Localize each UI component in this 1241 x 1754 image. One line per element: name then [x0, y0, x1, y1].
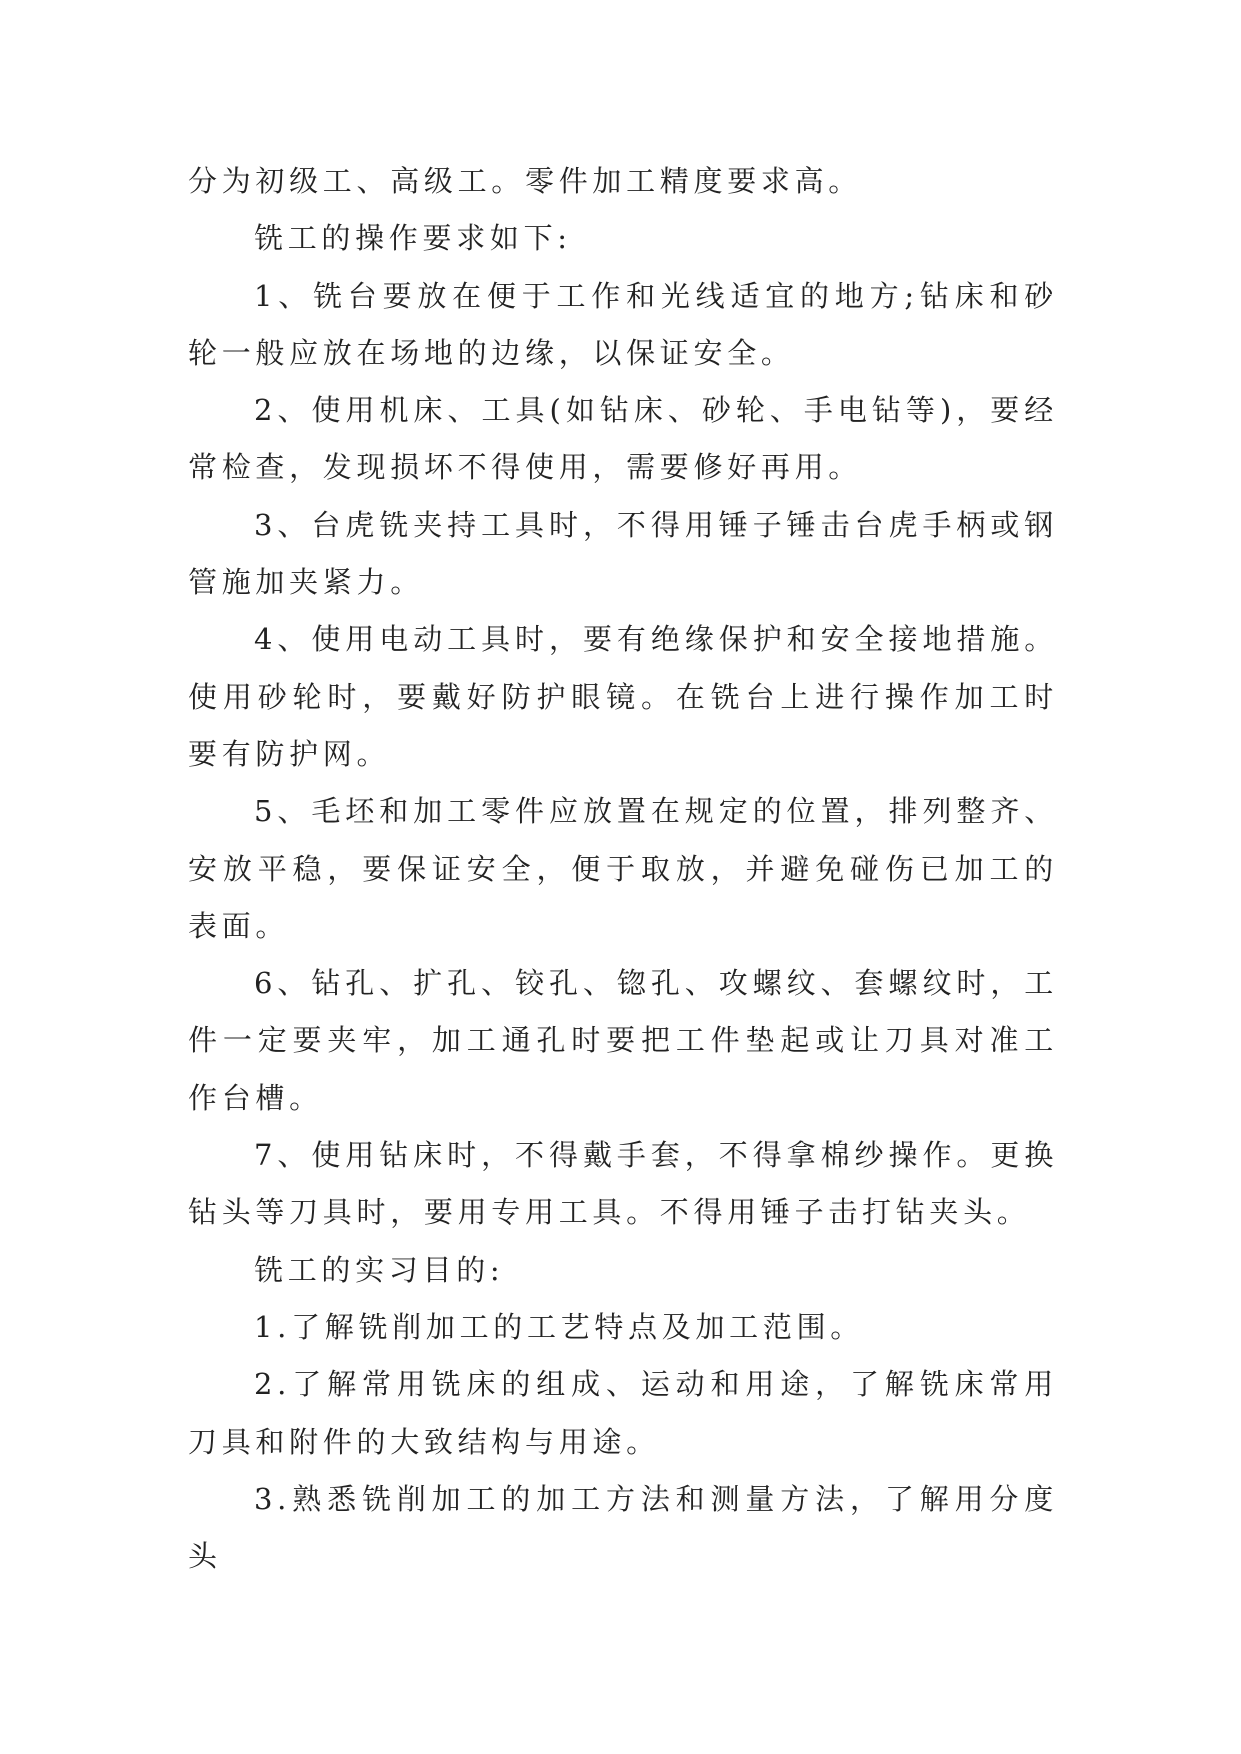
paragraph-8: 6、钻孔、扩孔、铰孔、锪孔、攻螺纹、套螺纹时，工件一定要夹牢，加工通孔时要把工件垫起或让刀具对准工作台槽。: [188, 966, 1058, 1115]
paragraph-7: 5、毛坯和加工零件应放置在规定的位置，排列整齐、安放平稳，要保证安全，便于取放，并避免碰伤已加工的表面。: [188, 794, 1058, 943]
paragraph-11: 1.了解铣削加工的工艺特点及加工范围。: [254, 1309, 864, 1344]
paragraph-6: 4、使用电动工具时，要有绝缘保护和安全接地措施。使用砂轮时，要戴好防护眼镜。在铣台上进行操作加工时要有防护网。: [188, 622, 1058, 771]
paragraph-3: 1、铣台要放在便于工作和光线适宜的地方;钻床和砂轮一般应放在场地的边缘，以保证安全。: [188, 278, 1058, 370]
paragraph-10: 铣工的实习目的:: [254, 1252, 505, 1287]
paragraph-5: 3、台虎铣夹持工具时，不得用锤子锤击台虎手柄或钢管施加夹紧力。: [188, 507, 1058, 600]
paragraph-1: 分为初级工、高级工。零件加工精度要求高。: [188, 164, 863, 198]
paragraph-2: 铣工的操作要求如下:: [254, 221, 572, 256]
paragraph-13: 3.熟悉铣削加工的加工方法和测量方法，了解用分度头: [188, 1481, 1058, 1574]
paragraph-12: 2.了解常用铣床的组成、运动和用途，了解铣床常用刀具和附件的大致结构与用途。: [188, 1367, 1058, 1459]
document-body: [188, 153, 1058, 1585]
paragraph-4: 2、使用机床、工具(如钻床、砂轮、手电钻等)，要经常检查，发现损坏不得使用，需要修好再用。: [188, 393, 1058, 485]
paragraph-9: 7、使用钻床时，不得戴手套，不得拿棉纱操作。更换钻头等刀具时，要用专用工具。不得用锤子击打钻夹头。: [188, 1138, 1058, 1230]
